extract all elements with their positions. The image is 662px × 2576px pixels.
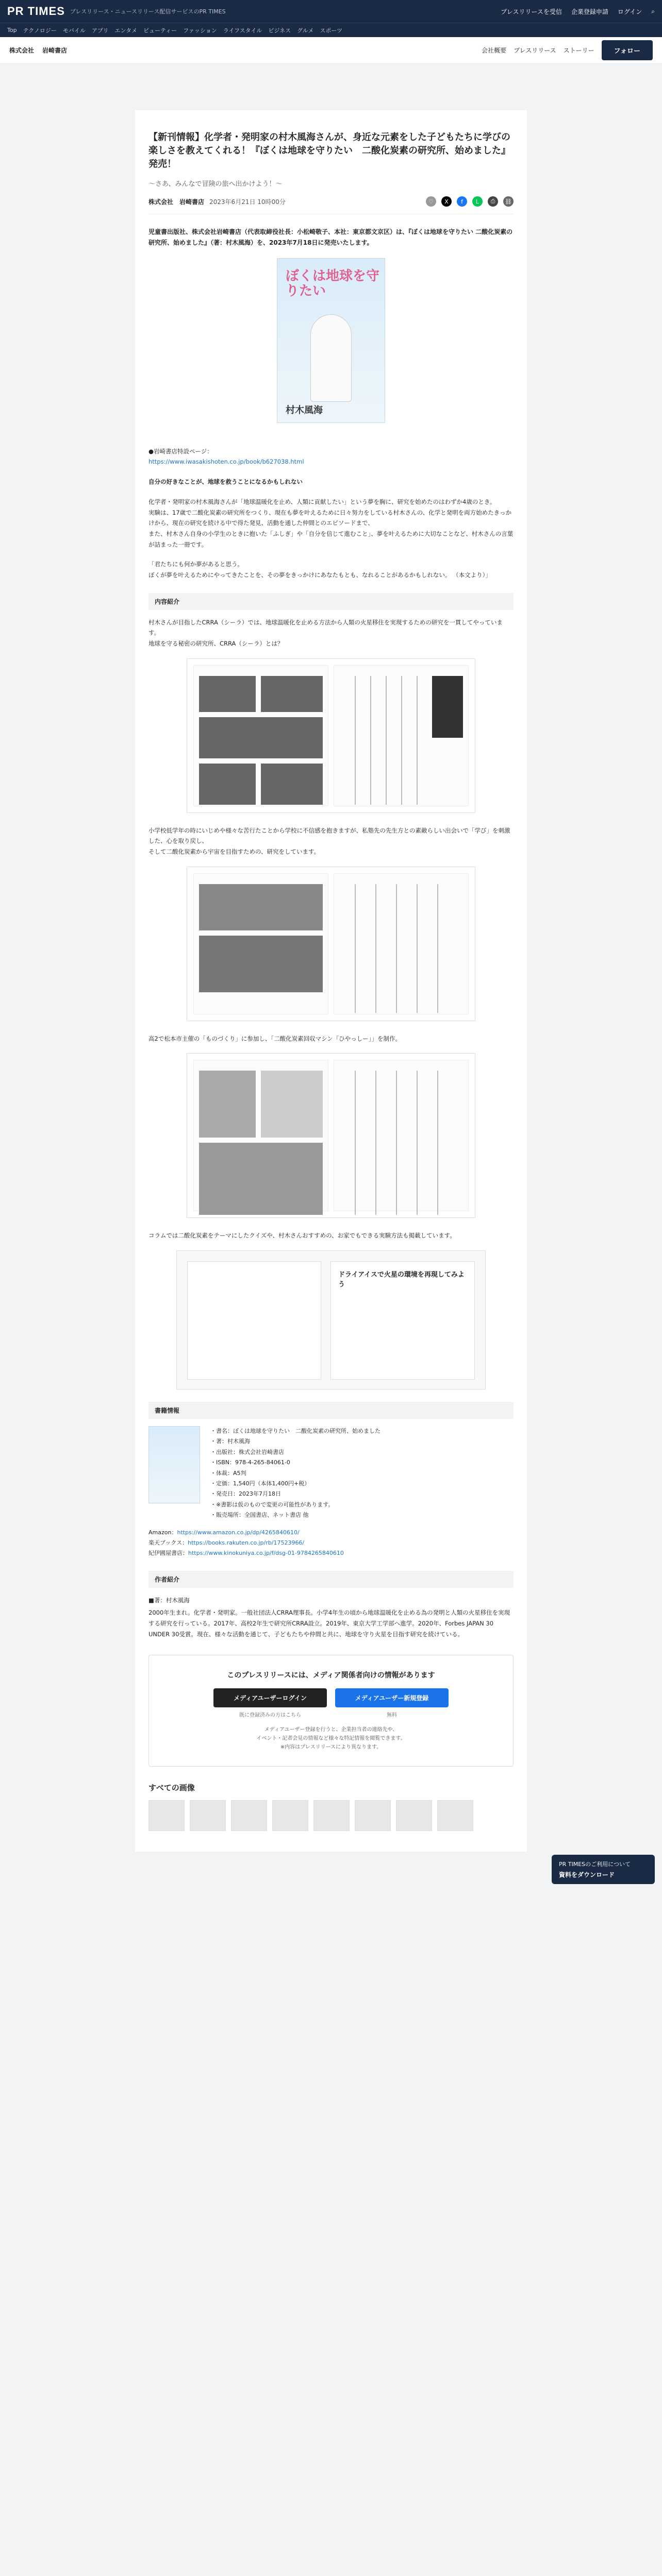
book-info-release: ・発売日：2023年7月18日 bbox=[210, 1490, 281, 1498]
thumbnail[interactable] bbox=[272, 1800, 308, 1831]
thumbnail[interactable] bbox=[148, 1800, 185, 1831]
category-gourmet[interactable]: グルメ bbox=[297, 27, 314, 34]
media-register-button[interactable]: メディアユーザー新規登録 bbox=[335, 1688, 449, 1707]
special-page-link bbox=[148, 435, 514, 467]
all-images-section bbox=[148, 1782, 514, 1831]
facebook-share-icon[interactable]: f bbox=[457, 196, 467, 207]
company-nav-releases[interactable]: プレスリリース bbox=[514, 47, 556, 54]
spread-photo bbox=[199, 676, 256, 712]
category-sports[interactable]: スポーツ bbox=[320, 27, 342, 34]
spread-photo bbox=[199, 717, 323, 758]
article-meta bbox=[148, 196, 514, 214]
x-share-icon[interactable]: X bbox=[441, 196, 452, 207]
share-buttons bbox=[426, 196, 514, 207]
category-app[interactable]: アプリ bbox=[91, 27, 109, 34]
book-info-title: ・書名：ぼくは地球を守りたい 二酸化炭素の研究所、始めました bbox=[210, 1428, 380, 1435]
author-bio: 2000年生まれ。化学者・発明家。一般社団法人CRRA理事長。小学4年生の頃から地球温暖化を止める為の発明と人類の火星移住を実現する研究を行っている。2017年、高校2年生で研究所CRRA設立。2019年、東京大学工学部へ進学。2020年、Forbes JAPAN 30 UNDER 30受賞。現在、様々な活動を通じて、子どもたちや仲間と共に、地球を守り火星を目指す研究を続けている。 bbox=[148, 1609, 510, 1638]
book-info bbox=[148, 1426, 514, 1520]
company-type: 株式会社 bbox=[9, 47, 35, 54]
paragraph-childhood: 小学校低学年の時にいじめや様々な苦行たことから学校に不信感を抱きますが、私塾先の先生方との素敵らしい出会いで「学び」を刺激した、心を取り戻し、 そして二酸化炭素から宇宙を目指すための、研究をしています。 bbox=[148, 826, 510, 856]
all-images-title: すべての画像 bbox=[148, 1783, 195, 1793]
float-big: 資料をダウンロード bbox=[559, 1871, 615, 1878]
category-lifestyle[interactable]: ライフスタイル bbox=[223, 27, 262, 34]
spread-photo bbox=[199, 1143, 323, 1215]
company-nav-stories[interactable]: ストーリー bbox=[563, 47, 594, 54]
spread-page-right bbox=[334, 665, 469, 806]
spread-photo bbox=[261, 676, 323, 712]
kinokuniya-label: 紀伊國屋書店： bbox=[148, 1549, 188, 1556]
download-float-box[interactable] bbox=[552, 1855, 655, 1884]
thumbnail[interactable] bbox=[231, 1800, 267, 1831]
site-tagline: プレスリリース・ニュースリリース配信サービスのPR TIMES bbox=[70, 8, 226, 15]
nav-subscribe[interactable]: プレスリリースを受信 bbox=[501, 8, 562, 15]
thumbnail[interactable] bbox=[437, 1800, 473, 1831]
follow-button[interactable]: フォロー bbox=[602, 40, 653, 60]
thumbnail[interactable] bbox=[396, 1800, 432, 1831]
page-spread-image-2[interactable] bbox=[187, 867, 475, 1021]
category-technology[interactable]: テクノロジー bbox=[23, 27, 57, 34]
media-register-sub: 無料 bbox=[387, 1713, 397, 1719]
category-bar bbox=[0, 23, 662, 37]
text-line bbox=[396, 1071, 397, 1215]
article-lead: 児童書出版社、株式会社岩崎書店（代表取締役社長：小松崎敬子、本社：東京都文京区）は、『ぼくは地球を守りたい 二酸化炭素の研究所、始めました』（著：村木風海）を、2023年7月18日に発売いたします。 bbox=[148, 228, 513, 246]
book-cover-thumb[interactable] bbox=[148, 1426, 200, 1503]
text-line bbox=[355, 884, 356, 1013]
company-label: 岩崎書店 bbox=[42, 47, 68, 54]
media-note: メディアユーザー登録を行うと、企業担当者の連絡先や、 イベント・記者会見の情報など様々な特記情報を閲覧できます。 ※内容はプレスリリースにより異なります。 bbox=[256, 1727, 406, 1751]
link-copy-icon[interactable]: ⛓ bbox=[503, 196, 514, 207]
kinokuniya-link[interactable]: https://www.kinokuniya.co.jp/f/dsg-01-9784265840610 bbox=[188, 1549, 344, 1556]
spread-page-left bbox=[193, 665, 328, 806]
site-logo[interactable]: PR TIMES bbox=[7, 5, 65, 18]
print-icon[interactable]: ⎙ bbox=[488, 196, 498, 207]
section-content: 内容紹介 bbox=[148, 593, 514, 610]
text-line bbox=[417, 884, 418, 1013]
rakuten-label: 楽天ブックス： bbox=[148, 1539, 188, 1547]
book-info-publisher: ・出版社：株式会社岩崎書店 bbox=[210, 1448, 284, 1455]
book-info-note: ・※書影は仮のもので変更の可能性があります。 bbox=[210, 1501, 334, 1508]
text-line bbox=[437, 1071, 438, 1215]
author-name: ■著：村木風海 bbox=[148, 1596, 190, 1604]
spread-photo bbox=[261, 764, 323, 805]
paragraph-machine: 高2で松本市主催の「ものづくり」に参加し、「二酸化炭素回収マシン「ひやっしー」」を制作。 bbox=[148, 1035, 402, 1042]
book-info-price: ・定価：1,540円（本体1,400円+税） bbox=[210, 1480, 310, 1487]
text-line bbox=[370, 676, 371, 805]
meta-company[interactable]: 株式会社 岩崎書店 bbox=[148, 198, 205, 206]
category-business[interactable]: ビジネス bbox=[268, 27, 291, 34]
book-info-isbn: ・ISBN：978-4-265-84061-0 bbox=[210, 1459, 290, 1466]
quiz-title: ドライアイスで火星の環境を再現してみよう bbox=[338, 1271, 465, 1289]
paragraph-column: コラムでは二酸化炭素をテーマにしたクイズや、村木さんおすすめの、お家でもできる実験方法も掲載しています。 bbox=[148, 1232, 456, 1240]
paragraph-crra: 村木さんが目指したCRRA（シーラ）では、地球温暖化を止める方法から人類の火星移住を実現するための研究を一貫してやっています。 地球を守る秘密の研究所、CRRA（シーラ）とは？ bbox=[148, 618, 503, 647]
text-line bbox=[396, 884, 397, 1013]
thumbnail-list bbox=[148, 1800, 514, 1831]
media-login-button[interactable]: メディアユーザーログイン bbox=[213, 1688, 327, 1707]
spread-page-left bbox=[193, 1060, 328, 1211]
company-bar bbox=[0, 37, 662, 64]
special-page-url[interactable]: https://www.iwasakishoten.co.jp/book/b627038.html bbox=[148, 458, 304, 466]
text-line bbox=[401, 676, 402, 805]
media-box bbox=[148, 1655, 514, 1767]
rakuten-link[interactable]: https://books.rakuten.co.jp/rb/17523966/ bbox=[188, 1539, 305, 1547]
quiz-left-page bbox=[187, 1261, 321, 1380]
spread-photo bbox=[432, 676, 463, 738]
quiz-page-image[interactable] bbox=[176, 1250, 486, 1389]
article-main bbox=[135, 110, 527, 1852]
cover-person bbox=[310, 314, 352, 402]
text-line bbox=[417, 676, 418, 805]
top-nav bbox=[501, 7, 655, 16]
company-nav-profile[interactable]: 会社概要 bbox=[482, 47, 507, 54]
thumbnail[interactable] bbox=[313, 1800, 350, 1831]
paragraph-heading: 自分の好きなことが、地球を救うことになるかもしれない bbox=[148, 478, 303, 486]
paragraph-quote: 「君たちにも何か夢があると思う。 ぼくが夢を叶えるためにやってきたことを、その夢をきっかけにあなたもとも、なれることがあるかもしれない。 （本文より）」 bbox=[148, 561, 491, 579]
text-line bbox=[355, 676, 356, 805]
spread-photo bbox=[199, 1071, 256, 1138]
cover-author: 村木風海 bbox=[286, 405, 323, 416]
meta-date: 2023年6月21日 10時00分 bbox=[209, 198, 286, 206]
thumbnail[interactable] bbox=[355, 1800, 391, 1831]
text-line bbox=[417, 1071, 418, 1215]
book-cover-image[interactable] bbox=[277, 258, 385, 423]
category-top[interactable]: Top bbox=[7, 27, 17, 33]
book-info-list bbox=[210, 1426, 380, 1520]
text-line bbox=[375, 884, 376, 1013]
store-links bbox=[148, 1528, 514, 1558]
category-mobile[interactable]: モバイル bbox=[62, 27, 86, 34]
spread-photo bbox=[199, 884, 323, 930]
book-info-author: ・著：村木風海 bbox=[210, 1438, 250, 1445]
text-line bbox=[375, 1071, 376, 1215]
section-author: 作者紹介 bbox=[148, 1571, 514, 1588]
search-icon[interactable]: ⌕ bbox=[651, 7, 655, 15]
media-box-title: このプレスリリースには、メディア関係者向けの情報があります bbox=[227, 1671, 435, 1680]
section-book-info: 書籍情報 bbox=[148, 1402, 514, 1419]
text-line bbox=[437, 884, 438, 1013]
thumbnail[interactable] bbox=[190, 1800, 226, 1831]
page-spread-image-3[interactable] bbox=[187, 1053, 475, 1218]
quiz-right-page bbox=[330, 1261, 475, 1380]
category-beauty[interactable]: ビューティー bbox=[143, 27, 177, 34]
line-share-icon[interactable]: L bbox=[472, 196, 483, 207]
category-fashion[interactable]: ファッション bbox=[183, 27, 217, 34]
media-login-sub: 既に登録済みの方はこちら bbox=[239, 1713, 301, 1719]
amazon-label: Amazon： bbox=[148, 1529, 177, 1536]
paragraph-intro: 化学者・発明家の村木風海さんが「地球温暖化を止め、人類に貢献したい」という夢を胸に、研究を始めたのはわずか4歳のとき。 実験は、17歳で二酸化炭素の研究所をつくり、現在も夢を叶えるために日々努力をしている村木さんの、化学と発明を両方始めたきっかけから、現在の研究を続ける中で得た発見、活動を通した仲間とのエピソードまで、 また、村木さん自身の小学生のときに抱いた「ふしぎ」や「自分を信じて進むこと」、夢を叶えるために大切なことなど、村木さんの言葉が詰まった一冊です。 bbox=[148, 498, 514, 548]
spread-page-right bbox=[334, 1060, 469, 1211]
category-entertainment[interactable]: エンタメ bbox=[114, 27, 138, 34]
spread-page-left bbox=[193, 873, 328, 1014]
spread-photo bbox=[199, 764, 256, 805]
company-nav bbox=[482, 40, 653, 60]
float-small: PR TIMESのご利用について bbox=[559, 1861, 631, 1868]
nav-register[interactable]: 企業登録申請 bbox=[571, 8, 608, 15]
amazon-link[interactable]: https://www.amazon.co.jp/dp/4265840610/ bbox=[177, 1529, 300, 1536]
book-info-stores: ・販売場所：全国書店、ネット書店 他 bbox=[210, 1511, 309, 1518]
book-info-format: ・体裁：A5判 bbox=[210, 1469, 246, 1477]
article-title: 【新刊情報】化学者・発明家の村木風海さんが、身近な元素をした子どもたちに学びの楽しさを教えてくれる！『ぼくは地球を守りたい 二酸化炭素の研究所、始めました』発売！ bbox=[148, 132, 510, 170]
top-bar bbox=[0, 0, 662, 23]
spread-photo bbox=[199, 936, 323, 992]
article-subtitle: ～さあ、みんなで冒険の旅へ出かけよう！～ bbox=[148, 180, 283, 189]
page-spread-image-1[interactable] bbox=[187, 658, 475, 813]
cover-title: ぼくは地球を守りたい bbox=[286, 268, 380, 299]
link-label: ●岩崎書店特設ページ： bbox=[148, 447, 213, 455]
brand bbox=[7, 5, 226, 18]
like-icon[interactable]: ♡ bbox=[426, 196, 436, 207]
company-name[interactable] bbox=[9, 46, 67, 55]
nav-login[interactable]: ログイン bbox=[617, 8, 642, 15]
spread-photo bbox=[261, 1071, 323, 1138]
text-line bbox=[355, 1071, 356, 1215]
text-line bbox=[386, 676, 387, 805]
spread-page-right bbox=[334, 873, 469, 1014]
